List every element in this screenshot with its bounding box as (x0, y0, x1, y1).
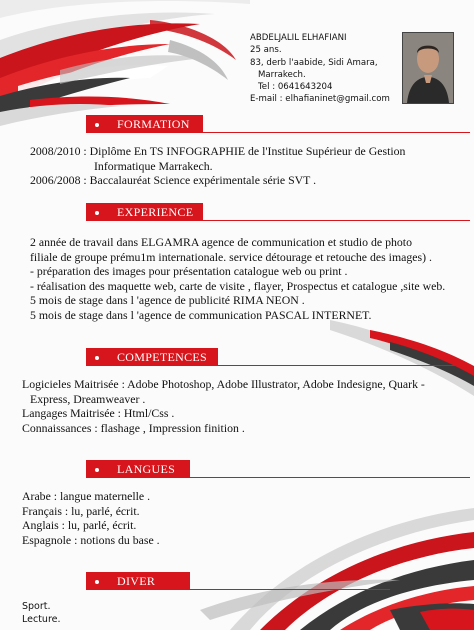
identity-block (250, 32, 390, 106)
langue-line: Anglais : lu, parlé, écrit. (22, 518, 137, 533)
bullet-icon (95, 468, 99, 472)
bullet-icon (95, 356, 99, 360)
email: E-mail : elhafianinet@gmail.com (250, 94, 390, 105)
person-silhouette-icon (403, 33, 453, 103)
section-title-langues: LANGUES (117, 462, 176, 476)
bullet-icon (95, 211, 99, 215)
section-title-diver: DIVER (117, 574, 156, 588)
experience-content (30, 235, 445, 323)
section-divider (190, 477, 470, 478)
section-title-competences: COMPETENCES (117, 350, 207, 364)
experience-line: 5 mois de stage dans l 'agence de publicité RIMA NEON . (30, 293, 305, 308)
experience-line: - préparation des images pour présentation catalogue web ou print . (30, 264, 348, 279)
experience-line: 5 mois de stage dans l 'agence de communication PASCAL INTERNET. (30, 307, 372, 322)
address-line-2: Marrakech. (258, 69, 306, 80)
competences-line: Langages Maitrisée : Html/Css . (22, 406, 175, 421)
phone: Tel : 0641643204 (258, 82, 333, 93)
competences-line: Express, Dreamweaver . (30, 391, 146, 406)
competences-line: Connaissances : flashage , Impression finition . (22, 420, 245, 435)
section-header-experience (86, 203, 203, 221)
candidate-name: ABDELJALIL ELHAFIANI (250, 33, 347, 43)
profile-photo (402, 32, 454, 104)
langue-line: Arabe : langue maternelle . (22, 489, 151, 503)
langue-line: Français : lu, parlé, écrit. (22, 503, 140, 518)
experience-line: filiale de groupe prému1m internationale. service détourage et retouche des images) . (30, 249, 432, 264)
diver-line: Sport. (22, 601, 51, 612)
section-divider (203, 220, 470, 221)
bullet-icon (95, 123, 99, 127)
formation-line: Informatique Marrakech. (94, 158, 213, 173)
langues-content (22, 489, 160, 547)
experience-line: - réalisation des maquette web, carte de visite , flayer, Prospectus et catalogue ,site web. (30, 278, 446, 293)
section-title-formation: FORMATION (117, 117, 190, 131)
formation-line: 2006/2008 : Baccalauréat Science expérimentale série SVT . (30, 173, 317, 188)
section-divider (190, 589, 390, 590)
formation-line: 2008/2010 : Diplôme En TS INFOGRAPHIE de l'Institue Supérieur de Gestion (30, 144, 406, 158)
section-header-formation (86, 115, 203, 133)
langue-line: Espagnole : notions du base . (22, 532, 160, 547)
competences-content (22, 377, 425, 435)
bullet-icon (95, 580, 99, 584)
section-header-diver (86, 572, 190, 590)
diver-line: Lecture. (22, 614, 61, 625)
diver-content (22, 600, 61, 626)
competences-line: Logicieles Maitrisée : Adobe Photoshop, Adobe Illustrator, Adobe Indesigne, Quark - (22, 377, 425, 391)
section-divider (218, 365, 470, 366)
section-title-experience: EXPERIENCE (117, 205, 194, 219)
address-line-1: 83, derb l'aabide, Sidi Amara, (250, 57, 378, 68)
section-header-competences (86, 348, 218, 366)
experience-line: 2 année de travail dans ELGAMRA agence de communication et studio de photo (30, 235, 412, 249)
formation-content (30, 144, 405, 188)
section-divider (203, 132, 470, 133)
section-header-langues (86, 460, 190, 478)
candidate-age: 25 ans. (250, 45, 282, 56)
